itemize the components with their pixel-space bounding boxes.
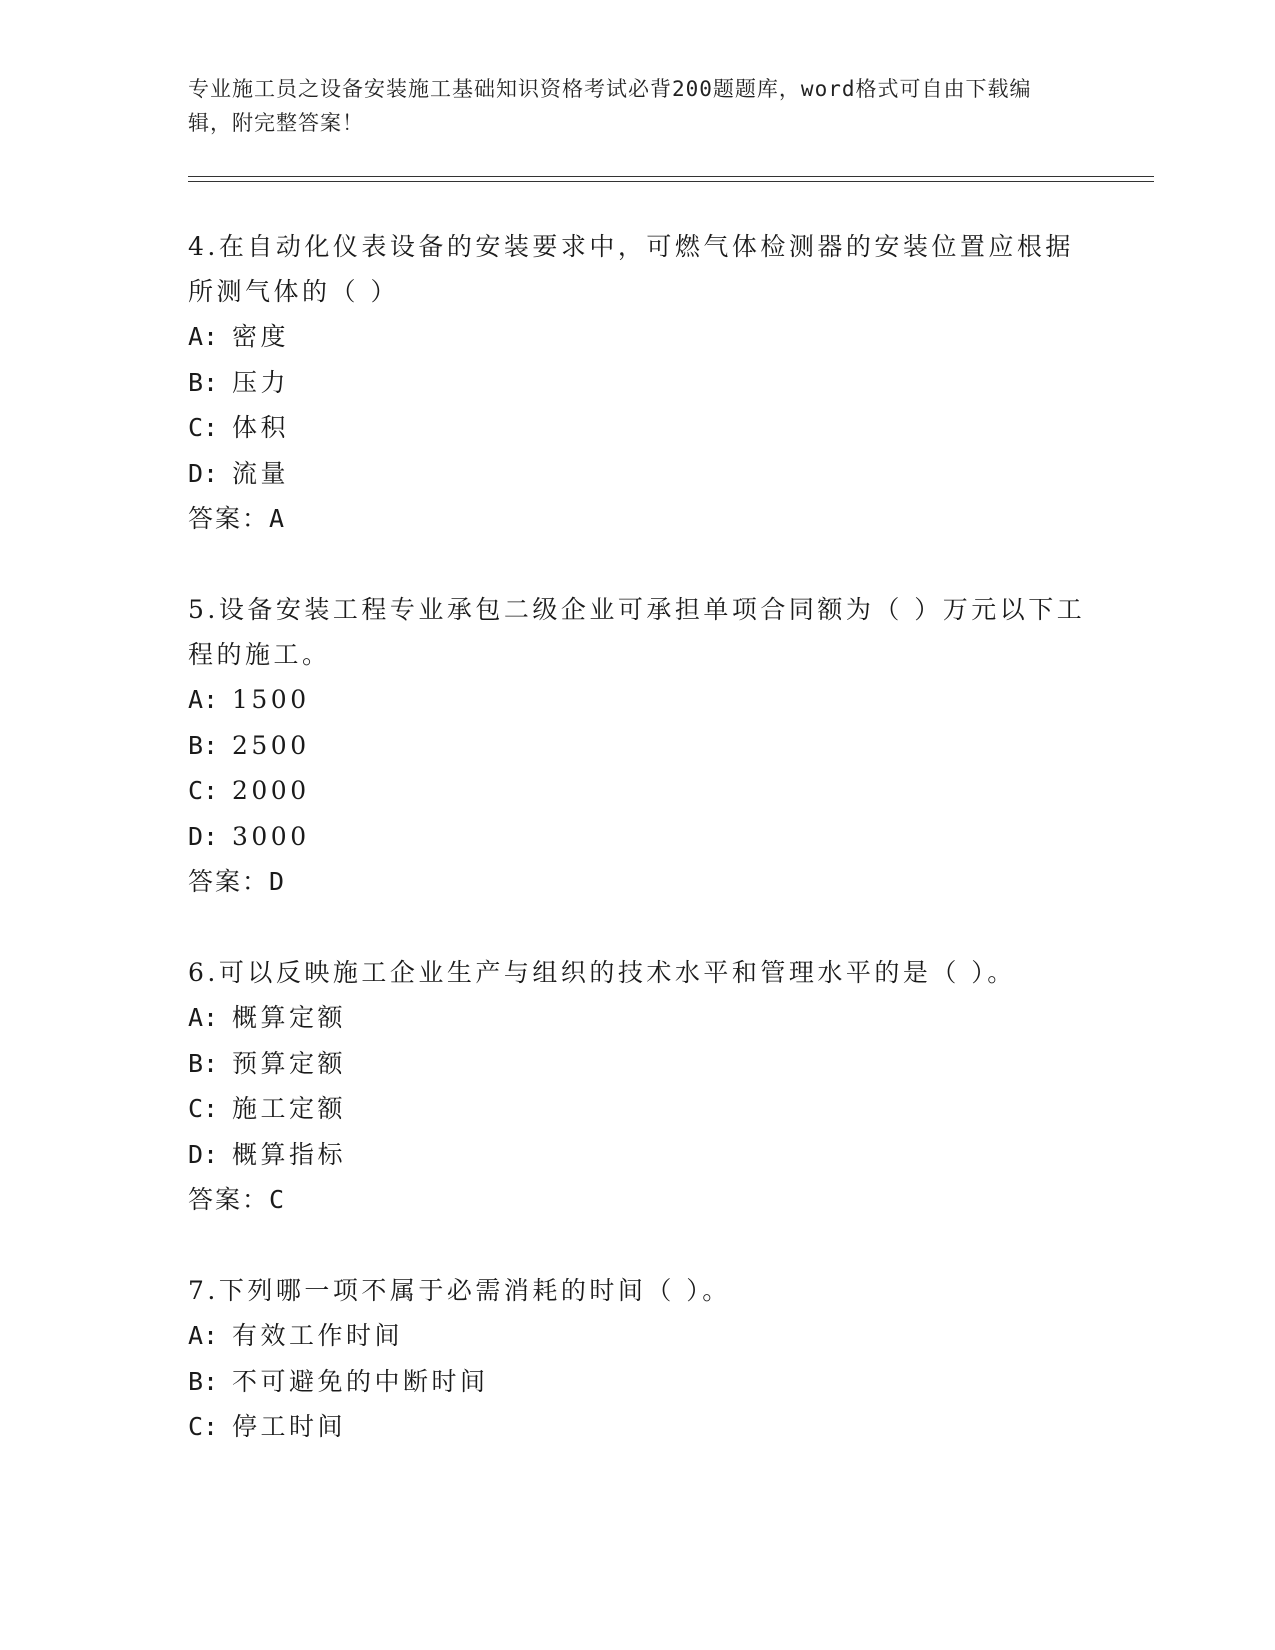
answer-line xyxy=(188,859,1088,904)
answer-label: 答案： xyxy=(188,1185,270,1214)
option-text: 概算指标 xyxy=(232,1139,347,1169)
question-stem: 5.设备安装工程专业承包二级企业可承担单项合同额为（ ）万元以下工程的施工。 xyxy=(188,595,1086,669)
answer-value: A xyxy=(269,504,287,533)
option-letter: C: xyxy=(188,413,219,442)
option-text: 2500 xyxy=(232,730,310,760)
option-text: 3000 xyxy=(232,821,310,851)
option-d xyxy=(188,451,1088,497)
question-7 xyxy=(188,1268,1088,1450)
option-a xyxy=(188,677,1088,723)
option-c xyxy=(188,405,1088,451)
option-text: 体积 xyxy=(232,413,290,442)
option-text: 有效工作时间 xyxy=(232,1321,404,1350)
answer-line xyxy=(188,496,1088,541)
option-d xyxy=(188,814,1088,860)
answer-label: 答案： xyxy=(188,867,270,896)
question-stem: 4.在自动化仪表设备的安装要求中，可燃气体检测器的安装位置应根据所测气体的（ ） xyxy=(188,232,1074,306)
option-letter: D: xyxy=(188,1139,219,1169)
option-a xyxy=(188,314,1088,360)
option-b xyxy=(188,1041,1088,1087)
option-letter: A: xyxy=(188,685,219,714)
question-5 xyxy=(188,587,1088,904)
option-text: 不可避免的中断时间 xyxy=(232,1366,489,1396)
option-a xyxy=(188,1313,1088,1359)
option-letter: B: xyxy=(188,1366,219,1396)
option-d xyxy=(188,1132,1088,1178)
option-b xyxy=(188,1359,1088,1405)
answer-value: C xyxy=(269,1185,287,1214)
option-c xyxy=(188,1086,1088,1132)
option-text: 压力 xyxy=(232,367,290,397)
option-b xyxy=(188,723,1088,769)
option-letter: A: xyxy=(188,1321,219,1350)
option-letter: A: xyxy=(188,1003,219,1032)
option-text: 预算定额 xyxy=(232,1048,347,1078)
document-header: 专业施工员之设备安装施工基础知识资格考试必背200题题库，word格式可自由下载编辑，附完整答案！ xyxy=(188,77,1032,135)
question-6 xyxy=(188,950,1088,1222)
option-letter: B: xyxy=(188,1048,219,1078)
option-letter: B: xyxy=(188,730,219,760)
question-4 xyxy=(188,224,1088,541)
answer-label: 答案： xyxy=(188,504,270,533)
header-divider-bottom xyxy=(188,181,1154,182)
option-letter: D: xyxy=(188,458,219,488)
option-text: 2000 xyxy=(232,776,310,805)
option-text: 概算定额 xyxy=(232,1003,347,1032)
option-text: 施工定额 xyxy=(232,1094,347,1123)
option-b xyxy=(188,360,1088,406)
option-letter: D: xyxy=(188,821,219,851)
option-c xyxy=(188,1404,1088,1450)
option-text: 密度 xyxy=(232,322,290,351)
question-stem: 6.可以反映施工企业生产与组织的技术水平和管理水平的是（ ）。 xyxy=(188,958,1016,987)
option-a xyxy=(188,995,1088,1041)
option-letter: C: xyxy=(188,1094,219,1123)
option-text: 停工时间 xyxy=(232,1412,347,1441)
answer-value: D xyxy=(269,867,287,896)
option-c xyxy=(188,768,1088,814)
option-text: 1500 xyxy=(232,685,310,714)
option-letter: A: xyxy=(188,322,219,351)
question-stem: 7.下列哪一项不属于必需消耗的时间（ ）。 xyxy=(188,1276,731,1305)
header-divider-top xyxy=(188,176,1154,177)
option-letter: B: xyxy=(188,367,219,397)
answer-line xyxy=(188,1177,1088,1222)
option-letter: C: xyxy=(188,776,219,805)
option-letter: C: xyxy=(188,1412,219,1441)
option-text: 流量 xyxy=(232,458,290,488)
